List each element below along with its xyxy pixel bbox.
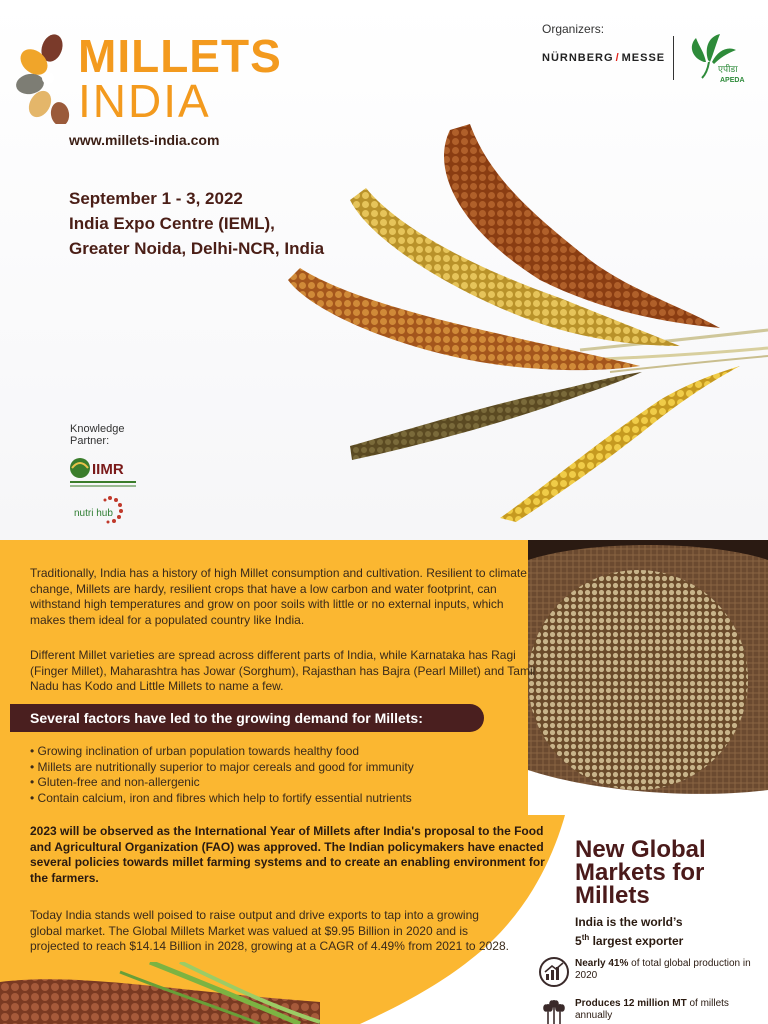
nm-left-text: NÜRNBERG bbox=[542, 52, 614, 64]
varieties-paragraph: Different Millet varieties are spread across different parts of India, while Karnataka has Ragi (Finger Millet), Maharashtra has Jowar (Sorghum), Rajasthan has Bajra (Pearl Millet) and Tamil Nadu has Kodo and Little Millets to name a few. bbox=[30, 648, 536, 693]
nm-right-text: MESSE bbox=[621, 52, 666, 64]
organizers-divider bbox=[673, 36, 674, 80]
iimr-text: IIMR bbox=[92, 461, 124, 478]
millets-india-logo bbox=[14, 30, 282, 130]
apeda-hindi-text: एपीडा bbox=[718, 65, 738, 75]
stat-annual-production: Produces 12 million MT of millets annually bbox=[538, 996, 768, 1024]
organizers-label: Organizers: bbox=[542, 22, 605, 36]
knowledge-partner-label: Knowledge Partner: bbox=[70, 423, 125, 447]
exporter-subtitle: India is the world’s 5th largest exporter bbox=[575, 915, 684, 948]
nm-slash-icon: / bbox=[615, 52, 620, 64]
nurnberg-messe-logo bbox=[542, 52, 665, 64]
list-item: • Millets are nutritionally superior to major cereals and good for immunity bbox=[30, 760, 550, 776]
millet-spikes-illustration bbox=[280, 110, 768, 530]
grains-leaves-image bbox=[0, 962, 320, 1024]
growth-chart-icon bbox=[538, 956, 570, 988]
event-venue: India Expo Centre (IEML), bbox=[69, 214, 275, 233]
intro-paragraph: Traditionally, India has a history of high Millet consumption and cultivation. Resilient to climate change, Millets are hardy, resilient crops that have a low carbon and water footprint, can withstand high temperatures and grow on poor soils with little or no external inputs, which makes them ideal for a populated country like India. bbox=[30, 566, 527, 627]
website-link[interactable]: www.millets-india.com bbox=[69, 132, 220, 148]
event-location: Greater Noida, Delhi-NCR, India bbox=[69, 239, 325, 258]
event-date: September 1 - 3, 2022 bbox=[69, 189, 243, 208]
nutrihub-dots-icon bbox=[72, 494, 134, 528]
logo-word-millets: MILLETS bbox=[78, 30, 282, 82]
nutrihub-text: nutri hub bbox=[74, 508, 113, 519]
factors-heading: Several factors have led to the growing demand for Millets: bbox=[10, 704, 484, 732]
grain-sack-image bbox=[528, 540, 768, 815]
year-of-millets-paragraph: 2023 will be observed as the International Year of Millets after India's proposal to the Food and Agricultural Organization (FAO) was approved. The Indian policymakers have enacted several policies towards millet farming systems and to create an enabling environment for the farmers. bbox=[30, 824, 545, 885]
list-item: • Gluten-free and non-allergenic bbox=[30, 775, 550, 791]
new-markets-title: New Global Markets for Millets bbox=[575, 836, 706, 909]
iimr-logo bbox=[68, 454, 140, 490]
factors-list bbox=[30, 744, 550, 806]
stat-global-production: Nearly 41% of total global production in 2020 bbox=[538, 956, 768, 990]
apeda-logo bbox=[682, 32, 752, 84]
market-paragraph: Today India stands well poised to raise output and drive exports to tap into a growing global market. The Global Millets Market was valued at $9.95 Billion in 2020 and is projected to reach $14.14 Billion in 2028, growing at a CAGR of 4.49% from 2021 to 2028. bbox=[30, 908, 509, 953]
millet-petals-icon bbox=[14, 34, 78, 124]
apeda-leaf-icon bbox=[682, 32, 752, 84]
logo-word-india: INDIA bbox=[78, 75, 211, 127]
nutrihub-logo bbox=[72, 494, 134, 528]
apeda-text: APEDA bbox=[720, 77, 745, 84]
list-item: • Contain calcium, iron and fibres which help to fortify essential nutrients bbox=[30, 791, 550, 807]
list-item: • Growing inclination of urban population towards healthy food bbox=[30, 744, 550, 760]
iimr-emblem-icon bbox=[68, 454, 140, 490]
wheat-icon bbox=[538, 996, 570, 1024]
